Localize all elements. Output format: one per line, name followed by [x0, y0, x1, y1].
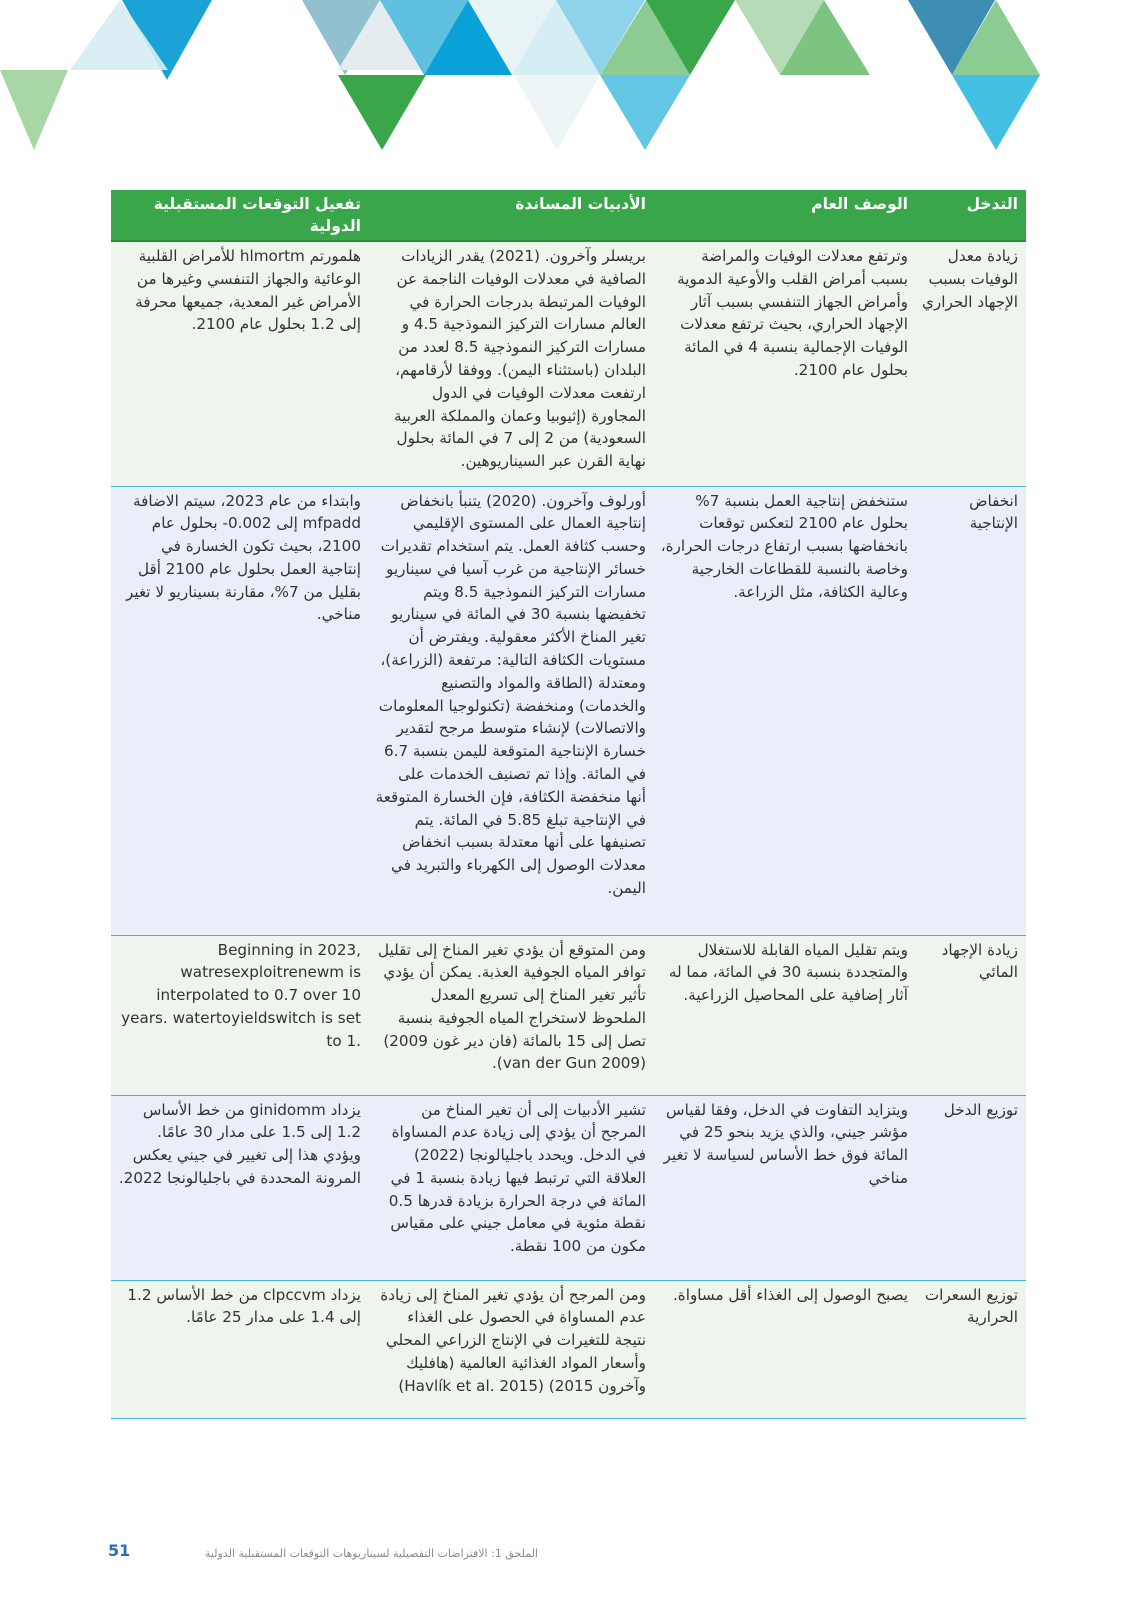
cell-ifs: Beginning in 2023, watresexploitrenewm is interpolated to 0.7 over 10 years. watertoyieldswitch is set to 1. [111, 935, 369, 1095]
table-row [111, 1280, 1026, 1418]
cell-literature: بريسلر وآخرون. (2021) يقدر الزيادات الصافية في معدلات الوفيات الناجمة عن الوفيات المرتبطة بدرجات الحرارة في العالم مسارات التركيز النموذجية 4.5 و مسارات التركيز النموذجية 8.5 لعدد من البلدان (باستثناء اليمن). ووفقا لأرقامهم، ارتفعت معدلات الوفيات في الدول المجاورة (إثيوبيا وعمان والمملكة العربية السعودية) من 2 إلى 7 في المائة بحلول نهاية القرن عبر السيناريوهين. [369, 241, 654, 486]
decorative-triangle-banner [0, 0, 1132, 160]
cell-literature: أورلوف وآخرون. (2020) يتنبأ بانخفاض إنتاجية العمال على المستوى الإقليمي وحسب كثافة العمل. يتم استخدام تقديرات خسائر الإنتاجية من غرب آسيا في سيناريو مسارات التركيز النموذجية 8.5 ويتم تخفيضها بنسبة 30 في المائة في سيناريو تغير المناخ الأكثر معقولية. ويفترض أن مستويات الكثافة التالية: مرتفعة (الزراعة)، ومعتدلة (الطاقة والمواد والتصنيع والخدمات) ومنخفضة (تكنولوجيا المعلومات والاتصالات) لإنشاء متوسط مرجح لتقدير خسارة الإنتاجية المتوقعة لليمن بنسبة 6.7 في المائة. وإذا تم تصنيف الخدمات على أنها منخفضة الكثافة، فإن الخسارة المتوقعة في الإنتاجية تبلغ 5.85 في المائة. يتم تصنيفها على أنها معتدلة بسبب انخفاض معدلات الوصول إلى الكهرباء والتبريد في اليمن. [369, 486, 654, 935]
cell-literature: تشير الأدبيات إلى أن تغير المناخ من المرجح أن يؤدي إلى زيادة عدم المساواة في الدخل. ويحدد باجليالونجا (2022) العلاقة التي ترتبط فيها زيادة بنسبة 1 في المائة في درجة الحرارة بزيادة قدرها 0.5 نقطة مئوية في معامل جيني على مقياس مكون من 100 نقطة. [369, 1095, 654, 1280]
header-ifs-operationalization: تفعيل التوقعات المستقبلية الدولية [111, 190, 369, 241]
cell-intervention: توزيع السعرات الحرارية [916, 1280, 1026, 1418]
header-description: الوصف العام [654, 190, 916, 241]
table-row [111, 935, 1026, 1095]
cell-ifs: يزداد clpccvm من خط الأساس 1.2 إلى 1.4 على مدار 25 عامًا. [111, 1280, 369, 1418]
header-intervention: التدخل [916, 190, 1026, 241]
cell-intervention: زيادة معدل الوفيات بسبب الإجهاد الحراري [916, 241, 1026, 486]
interventions-table-container [111, 190, 1026, 1419]
cell-intervention: توزيع الدخل [916, 1095, 1026, 1280]
cell-description: ويتم تقليل المياه القابلة للاستغلال والمتجددة بنسبة 30 في المائة، مما له آثار إضافية على المحاصيل الزراعية. [654, 935, 916, 1095]
table-row [111, 1095, 1026, 1280]
table-header-row [111, 190, 1026, 241]
cell-intervention: انخفاض الإنتاجية [916, 486, 1026, 935]
cell-literature: ومن المتوقع أن يؤدي تغير المناخ إلى تقليل توافر المياه الجوفية العذبة. يمكن أن يؤدي تأثير تغير المناخ إلى تسريع المعدل الملحوظ لاستخراج المياه الجوفية بنسبة تصل إلى 15 بالمائة (فان دير غون 2009) (van der Gun 2009). [369, 935, 654, 1095]
table-row [111, 486, 1026, 935]
cell-intervention: زيادة الإجهاد المائي [916, 935, 1026, 1095]
page-number: 51 [108, 1541, 131, 1560]
cell-description: يصبح الوصول إلى الغذاء أقل مساواة. [654, 1280, 916, 1418]
footer-caption: الملحق 1: الافتراضات التفصيلية لسيناريوهات التوقعات المستقبلية الدولية [204, 1547, 538, 1560]
header-literature: الأدبيات المساندة [369, 190, 654, 241]
cell-ifs: يزداد ginidomm من خط الأساس 1.2 إلى 1.5 على مدار 30 عامًا. ويؤدي هذا إلى تغيير في جيني يعكس المرونة المحددة في باجليالونجا 2022. [111, 1095, 369, 1280]
cell-literature: ومن المرجح أن يؤدي تغير المناخ إلى زيادة عدم المساواة في الحصول على الغذاء نتيجة للتغيرات في الإنتاج الزراعي المحلي وأسعار المواد الغذائية العالمية (هافليك وآخرون 2015) (Havlík et al. 2015) [369, 1280, 654, 1418]
cell-ifs: هلمورتم hlmortm للأمراض القلبية الوعائية والجهاز التنفسي وغيرها من الأمراض غير المعدية، جميعها محرفة إلى 1.2 بحلول عام 2100. [111, 241, 369, 486]
cell-description: ويتزايد التفاوت في الدخل، وفقا لقياس مؤشر جيني، والذي يزيد بنحو 25 في المائة فوق خط الأساس لسياسة لا تغير مناخي [654, 1095, 916, 1280]
cell-description: وترتفع معدلات الوفيات والمراضة بسبب أمراض القلب والأوعية الدموية وأمراض الجهاز التنفسي بسبب آثار الإجهاد الحراري، بحيث ترتفع معدلات الوفيات الإجمالية بنسبة 4 في المائة بحلول عام 2100. [654, 241, 916, 486]
table-row [111, 241, 1026, 486]
interventions-table [111, 190, 1026, 1419]
cell-description: ستنخفض إنتاجية العمل بنسبة 7% بحلول عام 2100 لتعكس توقعات بانخفاضها بسبب ارتفاع درجات الحرارة، وخاصة بالنسبة للقطاعات الخارجية وعالية الكثافة، مثل الزراعة. [654, 486, 916, 935]
cell-ifs: وابتداء من عام 2023، سيتم الاضافة mfpadd إلى 0.002- بحلول عام 2100، بحيث تكون الخسارة في إنتاجية العمل بحلول عام 2100 أقل بقليل من 7%، مقارنة بسيناريو لا تغير مناخي. [111, 486, 369, 935]
